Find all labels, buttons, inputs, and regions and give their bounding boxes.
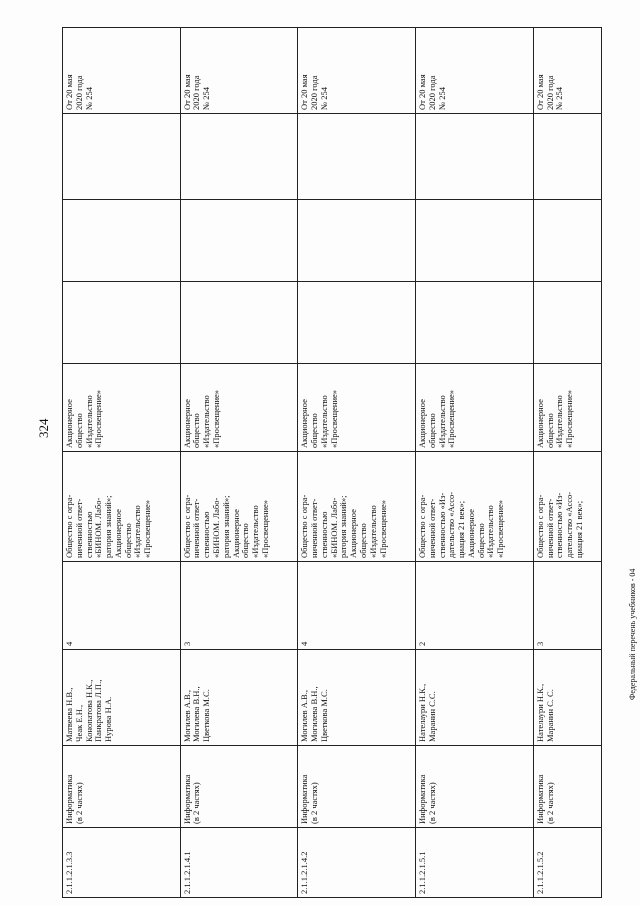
row-code: 2.1.1.2.1.3.3 — [63, 828, 181, 898]
table-row — [416, 28, 534, 898]
row-empty-3 — [180, 114, 298, 200]
row-grade: 3 — [533, 562, 601, 650]
row-empty-3 — [533, 114, 601, 200]
row-empty-1 — [298, 282, 416, 364]
row-authors: Матвеева Н.В., Чеак Е.Н., Конопатова Н.К., Панкратова Л.П., Нурова Н.А. — [63, 650, 181, 746]
page-number: 324 — [36, 418, 51, 438]
row-empty-1 — [180, 282, 298, 364]
row-grade: 2 — [416, 562, 534, 650]
row-empty-2 — [180, 200, 298, 282]
row-subject: Информатика (в 2 частях) — [63, 746, 181, 828]
row-approval-date: От 20 мая 2020 года № 254 — [416, 28, 534, 114]
row-authors: Могилев А.В., Могилева В.Н., Цветкова М.С. — [298, 650, 416, 746]
table-row — [180, 28, 298, 898]
table-row — [533, 28, 601, 898]
row-approval-date: От 20 мая 2020 года № 254 — [180, 28, 298, 114]
table-row — [63, 28, 181, 898]
row-empty-3 — [416, 114, 534, 200]
row-publisher: Общество с огра- ниченной ответ- ственностью «БИНОМ. Лабо- ратория знаний»; Акционерное общество «Издательство «Просвещение» — [63, 452, 181, 562]
row-empty-2 — [533, 200, 601, 282]
row-subject: Информатика (в 2 частях) — [416, 746, 534, 828]
row-authors: Могилев А.В., Могилева В.Н., Цветкова М.С. — [180, 650, 298, 746]
row-code: 2.1.1.2.1.4.2 — [298, 828, 416, 898]
row-subject: Информатика (в 2 частях) — [298, 746, 416, 828]
row-publisher: Общество с огра- ниченной ответ- ственностью «Из- дательство «Ассо- циация 21 век»; — [533, 452, 601, 562]
row-publisher-2: Акционерное общество «Издательство «Просвещение» — [298, 364, 416, 452]
row-empty-1 — [416, 282, 534, 364]
row-grade: 4 — [63, 562, 181, 650]
row-publisher: Общество с огра- ниченной ответ- ственностью «БИНОМ. Лабо- ратория знаний»; Акционерное общество «Издательство «Просвещение» — [180, 452, 298, 562]
row-publisher: Общество с огра- ниченной ответ- ственностью «БИНОМ. Лабо- ратория знаний»; Акционерное общество «Издательство «Просвещение» — [298, 452, 416, 562]
row-code: 2.1.1.2.1.5.1 — [416, 828, 534, 898]
row-authors: Нателаури Н.К., Маранин С.С. — [416, 650, 534, 746]
row-empty-2 — [63, 200, 181, 282]
row-publisher-2: Акционерное общество «Издательство «Просвещение» — [180, 364, 298, 452]
row-grade: 4 — [298, 562, 416, 650]
textbook-table-container — [62, 28, 602, 898]
row-empty-3 — [298, 114, 416, 200]
row-code: 2.1.1.2.1.4.1 — [180, 828, 298, 898]
row-approval-date: От 20 мая 2020 года № 254 — [63, 28, 181, 114]
textbook-table — [62, 27, 602, 898]
row-empty-3 — [63, 114, 181, 200]
row-subject: Информатика (в 2 частях) — [533, 746, 601, 828]
row-empty-2 — [416, 200, 534, 282]
row-approval-date: От 20 мая 2020 года № 254 — [533, 28, 601, 114]
row-empty-1 — [63, 282, 181, 364]
row-publisher-2: Акционерное общество «Издательство «Просвещение» — [533, 364, 601, 452]
row-publisher-2: Акционерное общество «Издательство «Просвещение» — [416, 364, 534, 452]
row-empty-1 — [533, 282, 601, 364]
row-authors: Нателаури Н.К., Маранин С. С. — [533, 650, 601, 746]
footer-text: Федеральный перечень учебников - 04 — [628, 568, 637, 700]
table-row — [298, 28, 416, 898]
row-publisher-2: Акционерное общество «Издательство «Просвещение» — [63, 364, 181, 452]
table-body — [63, 28, 602, 898]
row-approval-date: От 20 мая 2020 года № 254 — [298, 28, 416, 114]
row-publisher: Общество с огра- ниченной ответ- ственностью «Из- дательство «Ассо- циация 21 век»; Акционерное общество «Издательство «Просвещение» — [416, 452, 534, 562]
row-grade: 3 — [180, 562, 298, 650]
row-code: 2.1.1.2.1.5.2 — [533, 828, 601, 898]
row-subject: Информатика (в 2 частях) — [180, 746, 298, 828]
row-empty-2 — [298, 200, 416, 282]
